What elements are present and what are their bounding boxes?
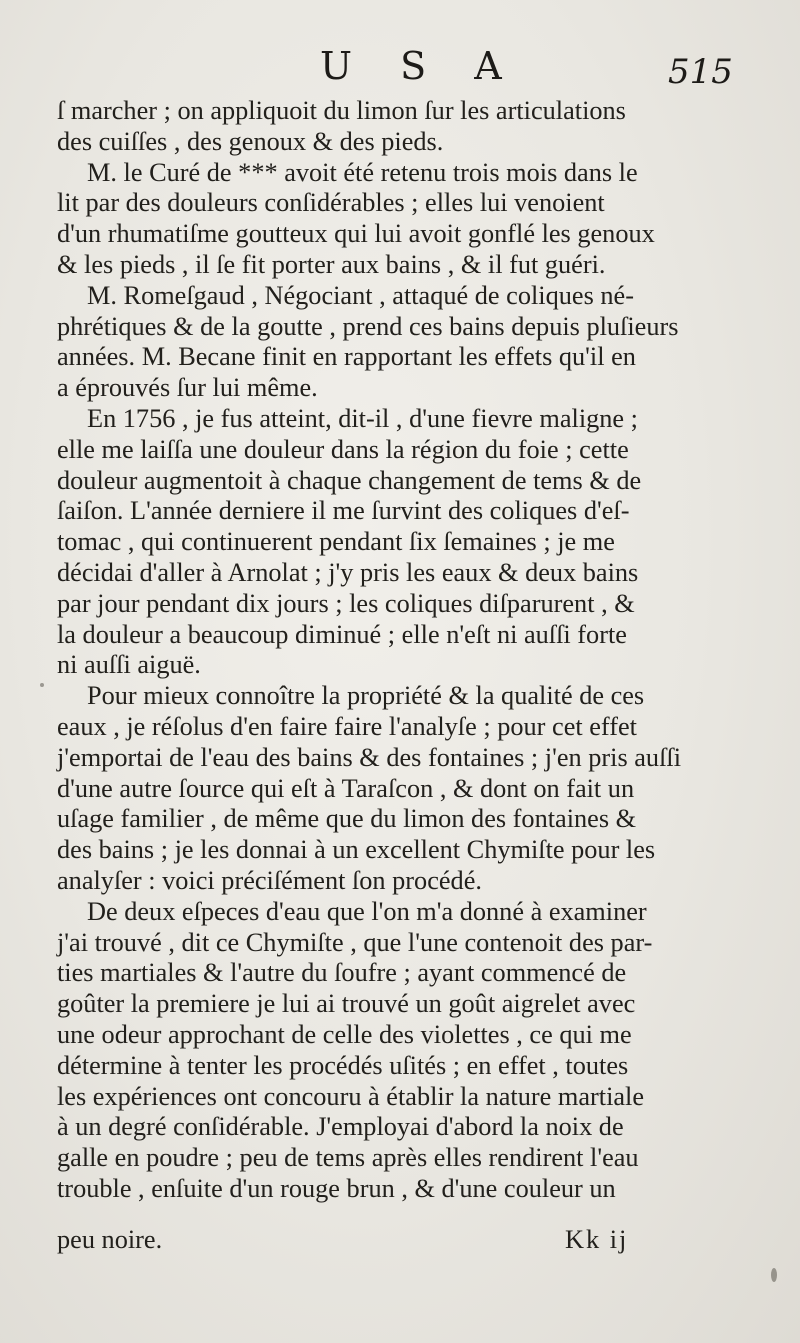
ink-speck bbox=[771, 1268, 777, 1282]
text-line: M. Romeſgaud , Négociant , attaqué de coliques né- bbox=[87, 280, 634, 310]
text-line: phrétiques & de la goutte , prend ces bains depuis pluſieurs bbox=[57, 311, 679, 341]
text-line: à un degré conſidérable. J'employai d'abord la noix de bbox=[57, 1112, 624, 1142]
text-line: a éprouvés ſur lui même. bbox=[57, 373, 318, 403]
text-line: d'un rhumatiſme goutteux qui lui avoit gonflé les genoux bbox=[57, 219, 655, 249]
text-line: décidai d'aller à Arnolat ; j'y pris les eaux & deux bains bbox=[57, 557, 639, 587]
text-line: trouble , enſuite d'un rouge brun , & d'une couleur un bbox=[57, 1173, 616, 1203]
text-line: années. M. Becane finit en rapportant les effets qu'il en bbox=[57, 342, 636, 372]
text-line: M. le Curé de *** avoit été retenu trois mois dans le bbox=[87, 157, 638, 187]
text-line: tomac , qui continuerent pendant ſix ſemaines ; je me bbox=[57, 527, 615, 557]
text-line: ni auſſi aiguë. bbox=[57, 650, 201, 680]
text-line: goûter la premiere je lui ai trouvé un goût aigrelet avec bbox=[57, 989, 636, 1019]
text-line: galle en poudre ; peu de tems après elles rendirent l'eau bbox=[57, 1143, 639, 1173]
text-line: j'ai trouvé , dit ce Chymiſte , que l'une contenoit des par- bbox=[57, 927, 653, 957]
body-text bbox=[57, 96, 763, 1205]
running-head: U S A bbox=[320, 44, 520, 88]
text-line: eaux , je réſolus d'en faire faire l'analyſe ; pour cet effet bbox=[57, 711, 637, 741]
text-line: De deux eſpeces d'eau que l'on m'a donné à examiner bbox=[87, 896, 647, 926]
text-line: j'emportai de l'eau des bains & des fontaines ; j'en pris auſſi bbox=[57, 742, 681, 772]
text-line: analyſer : voici préciſément ſon procédé. bbox=[57, 865, 482, 895]
text-line: ties martiales & l'autre du ſoufre ; ayant commencé de bbox=[57, 958, 627, 988]
text-line: par jour pendant dix jours ; les coliques diſparurent , & bbox=[57, 588, 635, 618]
page-number: 515 bbox=[668, 52, 733, 92]
page-header bbox=[0, 40, 800, 100]
text-line: les expériences ont concouru à établir la nature martiale bbox=[57, 1081, 645, 1111]
ink-speck bbox=[40, 683, 44, 687]
text-line: ſ marcher ; on appliquoit du limon ſur les articulations bbox=[57, 96, 626, 125]
text-line: uſage familier , de même que du limon des fontaines & bbox=[57, 804, 637, 834]
text-line: & les pieds , il ſe fit porter aux bains , & il fut guéri. bbox=[57, 249, 606, 279]
catchword: peu noire. bbox=[57, 1225, 163, 1254]
signature-mark: Kk ij bbox=[565, 1225, 629, 1254]
text-line: ſaiſon. L'année derniere il me ſurvint des coliques d'eſ- bbox=[57, 496, 630, 526]
text-line: détermine à tenter les procédés uſités ; en effet , toutes bbox=[57, 1050, 629, 1080]
text-line: elle me laiſſa une douleur dans la région du foie ; cette bbox=[57, 434, 629, 464]
text-line: lit par des douleurs conſidérables ; elles lui venoient bbox=[57, 188, 605, 218]
text-line: des bains ; je les donnai à un excellent Chymiſte pour les bbox=[57, 835, 656, 865]
text-line: Pour mieux connoître la propriété & la qualité de ces bbox=[87, 681, 645, 711]
text-line: des cuiſſes , des genoux & des pieds. bbox=[57, 126, 444, 156]
text-line: En 1756 , je fus atteint, dit-il , d'une fievre maligne ; bbox=[87, 403, 638, 433]
text-line: douleur augmentoit à chaque changement de tems & de bbox=[57, 465, 642, 495]
page-footer bbox=[57, 1225, 763, 1261]
text-line: d'une autre ſource qui eſt à Taraſcon , & dont on fait un bbox=[57, 773, 635, 803]
text-line: une odeur approchant de celle des violettes , ce qui me bbox=[57, 1019, 632, 1049]
text-line: la douleur a beaucoup diminué ; elle n'eſt ni auſſi forte bbox=[57, 619, 627, 649]
